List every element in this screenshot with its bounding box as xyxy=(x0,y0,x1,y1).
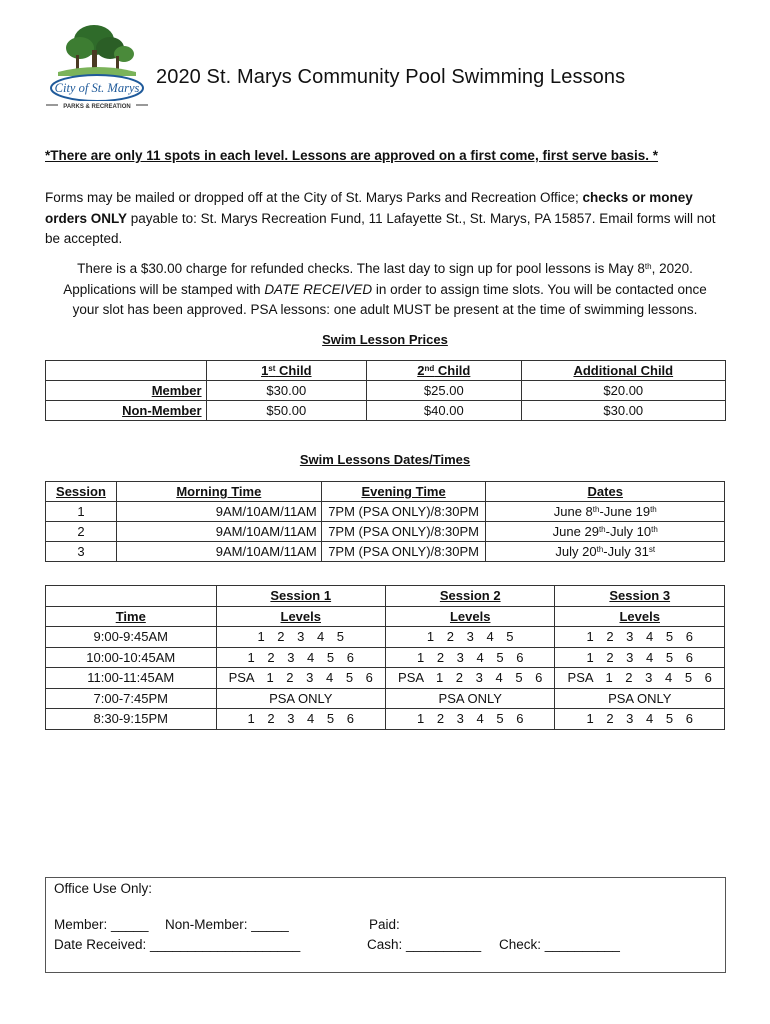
logo-text: City of St. Marys xyxy=(54,81,140,95)
page-title: 2020 St. Marys Community Pool Swimming Lessons xyxy=(156,66,626,88)
paid-label: Paid: xyxy=(369,917,400,932)
prices-table: 1st Child 2nd Child Additional Child Member $30.00 $25.00 $20.00 Non-Member $50.00 $40.00 $30.00 xyxy=(45,360,726,421)
table-row: Member $30.00 $25.00 $20.00 xyxy=(46,381,726,401)
table-row: 2 9AM/10AM/11AM 7PM (PSA ONLY)/8:30PM June 29th-July 10th xyxy=(46,522,725,542)
sessions-table: Session Morning Time Evening Time Dates 1 9AM/10AM/11AM 7PM (PSA ONLY)/8:30PM June 8th-June 19th 2 9AM/10AM/11AM 7PM (PSA ONLY)/8:30PM June 29th-July 10th 3 9AM/10AM/11AM 7PM (PSA ONLY)/8:30PM July 20th-July 31st xyxy=(45,481,725,562)
nonmember-field[interactable]: Non-Member: _____ xyxy=(165,917,289,932)
table-row: 10:00-10:45AM 1 2 3 4 5 6 1 2 3 4 5 6 1 2 3 4 5 6 xyxy=(46,647,725,668)
member-field[interactable]: Member: _____ xyxy=(54,917,149,932)
date-received-field[interactable]: Date Received: ____________________ xyxy=(54,937,301,952)
office-use-box xyxy=(45,877,726,973)
charge-paragraph: There is a $30.00 charge for refunded checks. The last day to sign up for pool lessons is May 8th, 2020. Applications will be stamped with DATE RECEIVED in order to assign time slots. You will be contacted once your slot has been approved. PSA lessons: one adult MUST be present at the time of swimming lessons. xyxy=(63,261,707,317)
levels-table: Session 1 Session 2 Session 3 Time Levels Levels Levels 9:00-9:45AM 1 2 3 4 5 1 2 3 4 5 1 2 3 4 5 6 10:00-10:45AM 1 2 3 4 5 6 1 2 3 4 5 6 1 2 3 4 5 6 11:00-11:45AM PSA 1 2 3 4 5 6 PSA 1 2 3 4 5 6 PSA 1 2 3 4 5 6 7:00-7:45PM PSA ONLY PSA ONLY PSA ONLY 8:30-9:15PM 1 2 3 4 5 6 1 2 3 4 5 6 1 2 3 4 5 6 xyxy=(45,585,725,730)
office-title: Office Use Only: xyxy=(54,881,153,896)
prices-heading: Swim Lesson Prices xyxy=(322,332,448,347)
table-row: 1 9AM/10AM/11AM 7PM (PSA ONLY)/8:30PM June 8th-June 19th xyxy=(46,502,725,522)
forms-paragraph: Forms may be mailed or dropped off at the City of St. Marys Parks and Recreation Office; checks or money orders ONLY payable to: St. Marys Recreation Fund, 11 Lafayette St., St. Marys, PA 15857. Email forms will not be accepted. xyxy=(45,190,716,246)
table-row: 8:30-9:15PM 1 2 3 4 5 6 1 2 3 4 5 6 1 2 3 4 5 6 xyxy=(46,709,725,730)
spots-notice: *There are only 11 spots in each level. Lessons are approved on a first come, first serve basis. * xyxy=(45,148,659,163)
dates-heading: Swim Lessons Dates/Times xyxy=(299,452,471,467)
table-row: Non-Member $50.00 $40.00 $30.00 xyxy=(46,401,726,421)
table-row: 9:00-9:45AM 1 2 3 4 5 1 2 3 4 5 1 2 3 4 5 6 xyxy=(46,627,725,648)
table-row: 11:00-11:45AM PSA 1 2 3 4 5 6 PSA 1 2 3 4 5 6 PSA 1 2 3 4 5 6 xyxy=(46,668,725,689)
table-row: 7:00-7:45PM PSA ONLY PSA ONLY PSA ONLY xyxy=(46,688,725,709)
logo-subtext: PARKS & RECREATION xyxy=(63,104,131,110)
check-field[interactable]: Check: __________ xyxy=(499,937,620,952)
cash-field[interactable]: Cash: __________ xyxy=(367,937,482,952)
city-logo xyxy=(46,22,148,110)
table-row: 3 9AM/10AM/11AM 7PM (PSA ONLY)/8:30PM July 20th-July 31st xyxy=(46,542,725,562)
